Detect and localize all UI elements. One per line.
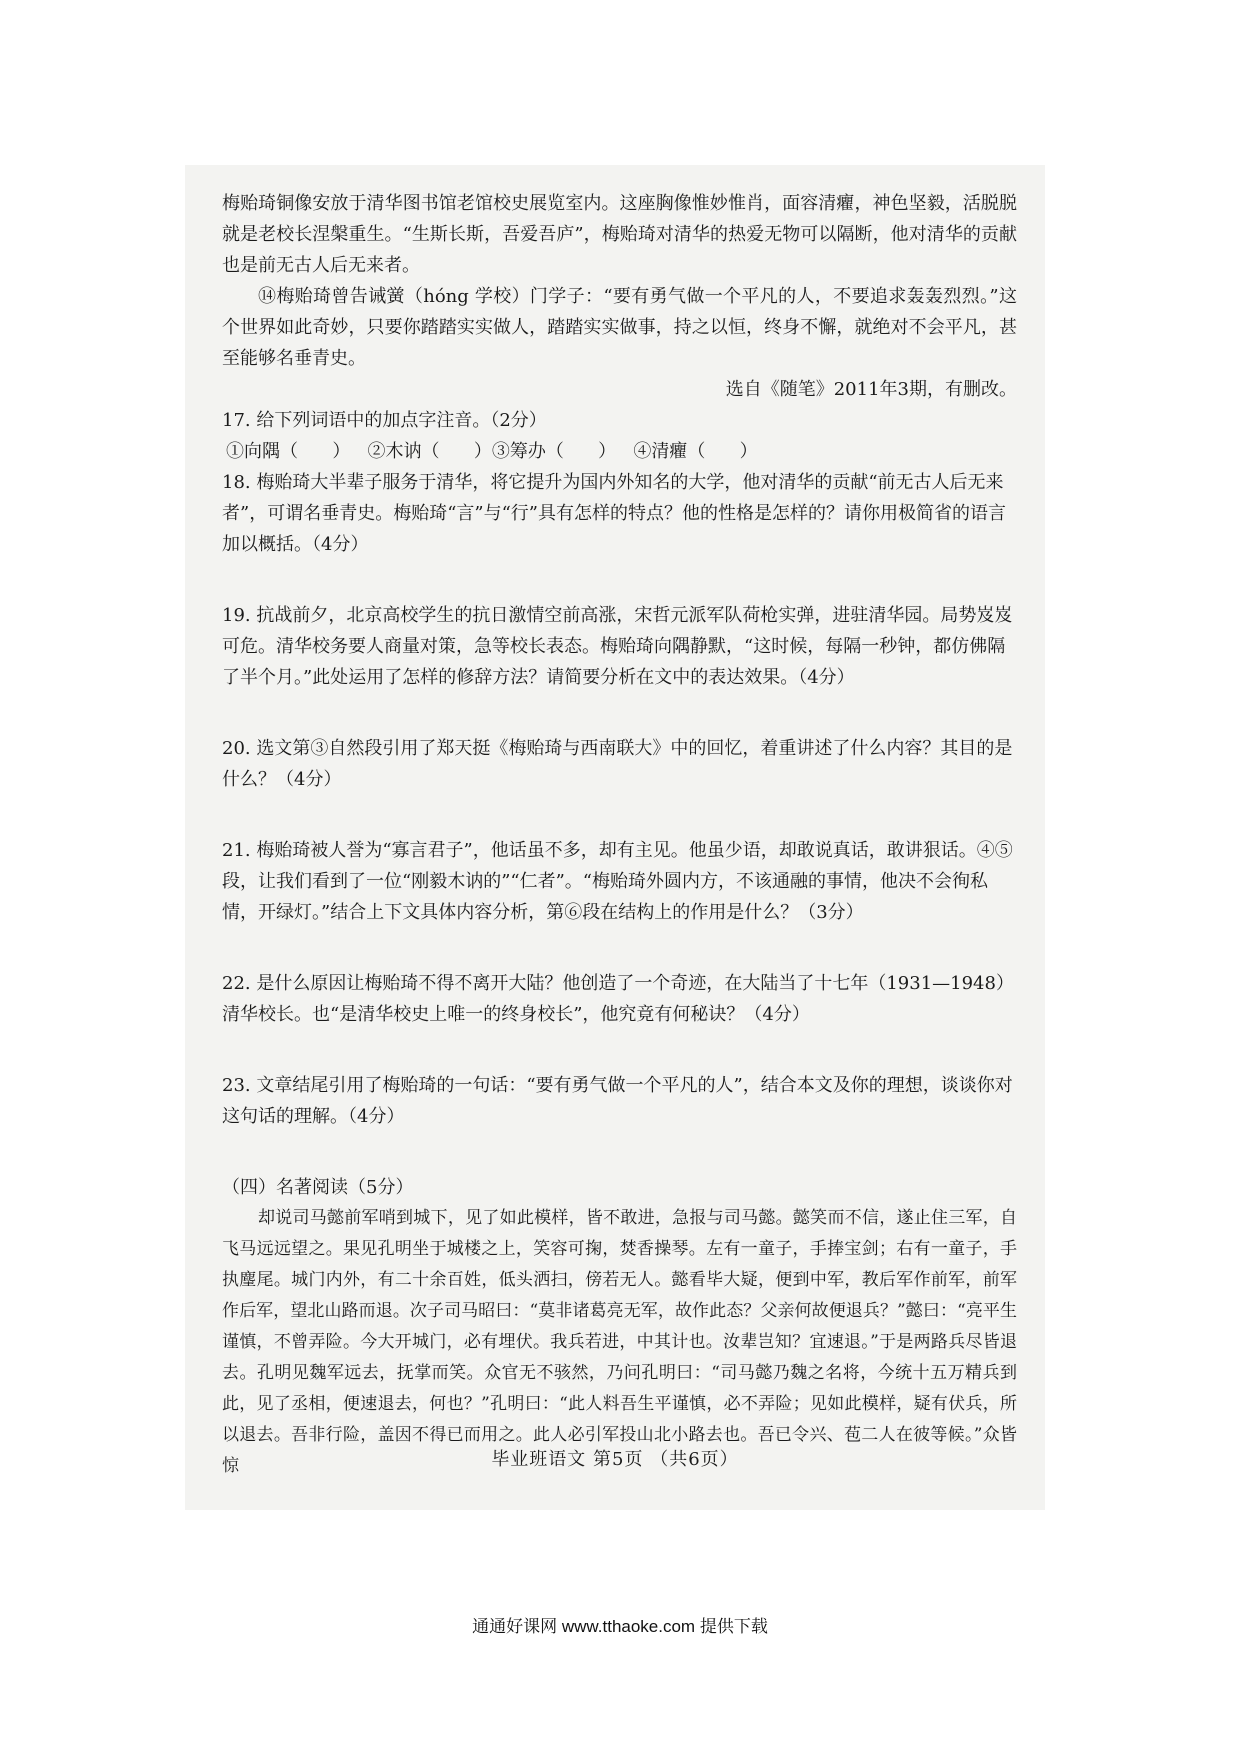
download-source-footer: 通通好课网 www.tthaoke.com 提供下载 [472, 1617, 768, 1636]
page-content [222, 188, 1017, 1482]
question-19: 19. 抗战前夕，北京高校学生的抗日激情空前高涨，宋哲元派军队荷枪实弹，进驻清华园。局势岌岌可危。清华校务要人商量对策，急等校长表态。梅贻琦向隅静默，“这时候，每隔一秒钟，都仿佛隔了半个月。”此处运用了怎样的修辞方法？请简要分析在文中的表达效果。（4分） [222, 605, 1013, 688]
passage-paragraph-14: ⑭梅贻琦曾告诫黉（hóng 学校）门学子：“要有勇气做一个平凡的人，不要追求轰轰烈烈。”这个世界如此奇妙，只要你踏踏实实做人，踏踏实实做事，持之以恒，终身不懈，就绝对不会平凡，甚至能够名垂青史。 [222, 286, 1017, 369]
answer-space [222, 795, 1017, 835]
question-17: 17. 给下列词语中的加点字注音。（2分） [222, 410, 547, 431]
passage-source: 选自《随笔》2011年3期，有删改。 [725, 379, 1017, 400]
question-20: 20. 选文第③自然段引用了郑天挺《梅贻琦与西南联大》中的回忆，着重讲述了什么内容？其目的是什么？（4分） [222, 738, 1013, 790]
section-4-title: （四）名著阅读（5分） [222, 1177, 414, 1198]
answer-space [222, 1030, 1017, 1070]
answer-space [222, 928, 1017, 968]
question-18: 18. 梅贻琦大半辈子服务于清华，将它提升为国内外知名的大学，他对清华的贡献“前无古人后无来者”，可谓名垂青史。梅贻琦“言”与“行”具有怎样的特点？他的性格是怎样的？请你用极简省的语言加以概括。（4分） [222, 472, 1007, 555]
question-17-options: ①向隅（ ） ②木讷（ ）③筹办（ ） ④清癯（ ） [226, 441, 758, 462]
answer-space [222, 560, 1017, 600]
question-22: 22. 是什么原因让梅贻琦不得不离开大陆？他创造了一个奇迹，在大陆当了十七年（1931—1948）清华校长。也“是清华校史上唯一的终身校长”，他究竟有何秘诀？（4分） [222, 973, 1014, 1025]
answer-space [222, 1132, 1017, 1172]
page-number-footer: 毕业班语文 第5页 （共6页） [491, 1449, 739, 1470]
question-23: 23. 文章结尾引用了梅贻琦的一句话：“要有勇气做一个平凡的人”，结合本文及你的理想，谈谈你对这句话的理解。（4分） [222, 1075, 1013, 1127]
answer-space [222, 693, 1017, 733]
section-4-text: 却说司马懿前军哨到城下，见了如此模样，皆不敢进，急报与司马懿。懿笑而不信，遂止住三军，自飞马远远望之。果见孔明坐于城楼之上，笑容可掬，焚香操琴。左有一童子，手捧宝剑；右有一童子，手执麈尾。城门内外，有二十余百姓，低头洒扫，傍若无人。懿看毕大疑，便到中军，教后军作前军，前军作后军，望北山路而退。次子司马昭曰：“莫非诸葛亮无军，故作此态？父亲何故便退兵？”懿曰：“亮平生谨慎，不曾弄险。今大开城门，必有埋伏。我兵若进，中其计也。汝辈岂知？宜速退。”于是两路兵尽皆退去。孔明见魏军远去，抚掌而笑。众官无不骇然，乃问孔明曰：“司马懿乃魏之名将，今统十五万精兵到此，见了丞相，便速退去，何也？”孔明曰：“此人料吾生平谨慎，必不弄险；见如此模样，疑有伏兵，所以退去。吾非行险，盖因不得已而用之。此人必引军投山北小路去也。吾已令兴、苞二人在彼等候。”众皆惊 [222, 1208, 1017, 1476]
question-21: 21. 梅贻琦被人誉为“寡言君子”，他话虽不多，却有主见。他虽少语，却敢说真话，敢讲狠话。④⑤段，让我们看到了一位“刚毅木讷的”“仁者”。“梅贻琦外圆内方，不该通融的事情，他决不会徇私情，开绿灯。”结合上下文具体内容分析，第⑥段在结构上的作用是什么？（3分） [222, 840, 1013, 923]
passage-paragraph-13: 梅贻琦铜像安放于清华图书馆老馆校史展览室内。这座胸像惟妙惟肖，面容清癯，神色坚毅，活脱脱就是老校长涅槃重生。“生斯长斯，吾爱吾庐”，梅贻琦对清华的热爱无物可以隔断，他对清华的贡献也是前无古人后无来者。 [222, 193, 1017, 276]
